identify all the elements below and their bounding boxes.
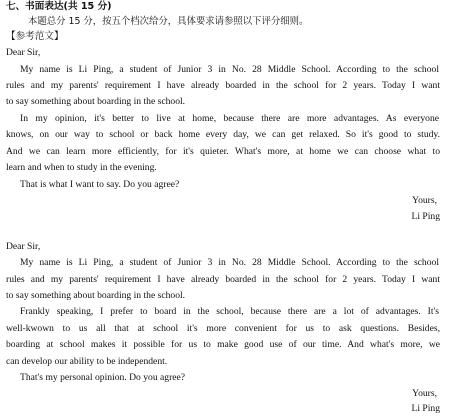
essay-line: That is what I want to say. Do you agree? [20,179,180,190]
section-heading: 七、书面表达(共 15 分) [6,1,112,12]
reference-label: 【参考范文】 [6,31,64,42]
essay-closing: Yours, [412,195,437,206]
essay-line: to say something about boarding in the school. [6,96,186,107]
essay-line: rules and my parents' requirement I have already boarded in the school for 2 years. Today I want [6,80,440,91]
scoring-note: 本题总分 15 分，按五个档次给分，具体要求请参照以下评分细则。 [28,16,309,27]
essay-greeting: Dear Sir, [6,47,41,58]
essay-line: to say something about boarding in the school. [6,290,186,301]
essay-line: And we can learn more efficiently, for it's quieter. What's more, at home we can choose what to [6,146,440,157]
essay-greeting: Dear Sir, [6,241,41,252]
essay-signature: Li Ping [411,403,440,414]
essay-line: In my opinion, it's better to live at home, because there are more advantages. As everyone [20,113,439,124]
essay-line: learn and when to study in the evening. [6,162,157,173]
essay-line: My name is Li Ping, a student of Junior 3 in No. 28 Middle School. According to the school [20,64,439,75]
essay-line: can develop our ability to be independent. [6,356,168,367]
essay-line: well-kwown to us all that at school it's more convenient for us to ask questions. Besides, [6,323,440,334]
essay-signature: Li Ping [411,211,440,222]
essay-line: Frankly speaking, I prefer to board in the school, because there are a lot of advantages. It's [20,306,439,317]
essay-line: rules and my parents' requirement I have already boarded in the school for 2 years. Today I want [6,274,440,285]
essay-closing: Yours, [412,388,437,399]
essay-line: That's my personal opinion. Do you agree? [20,372,186,383]
essay-line: boarding at school makes it possible for us to make good use of our time. And what's more, we [6,339,440,350]
essay-line: My name is Li Ping, a student of Junior 3 in No. 28 Middle School. According to the school [20,257,439,268]
essay-line: knows, on our way to school or back home every day, we can get relaxed. So it's good to study. [6,129,440,140]
